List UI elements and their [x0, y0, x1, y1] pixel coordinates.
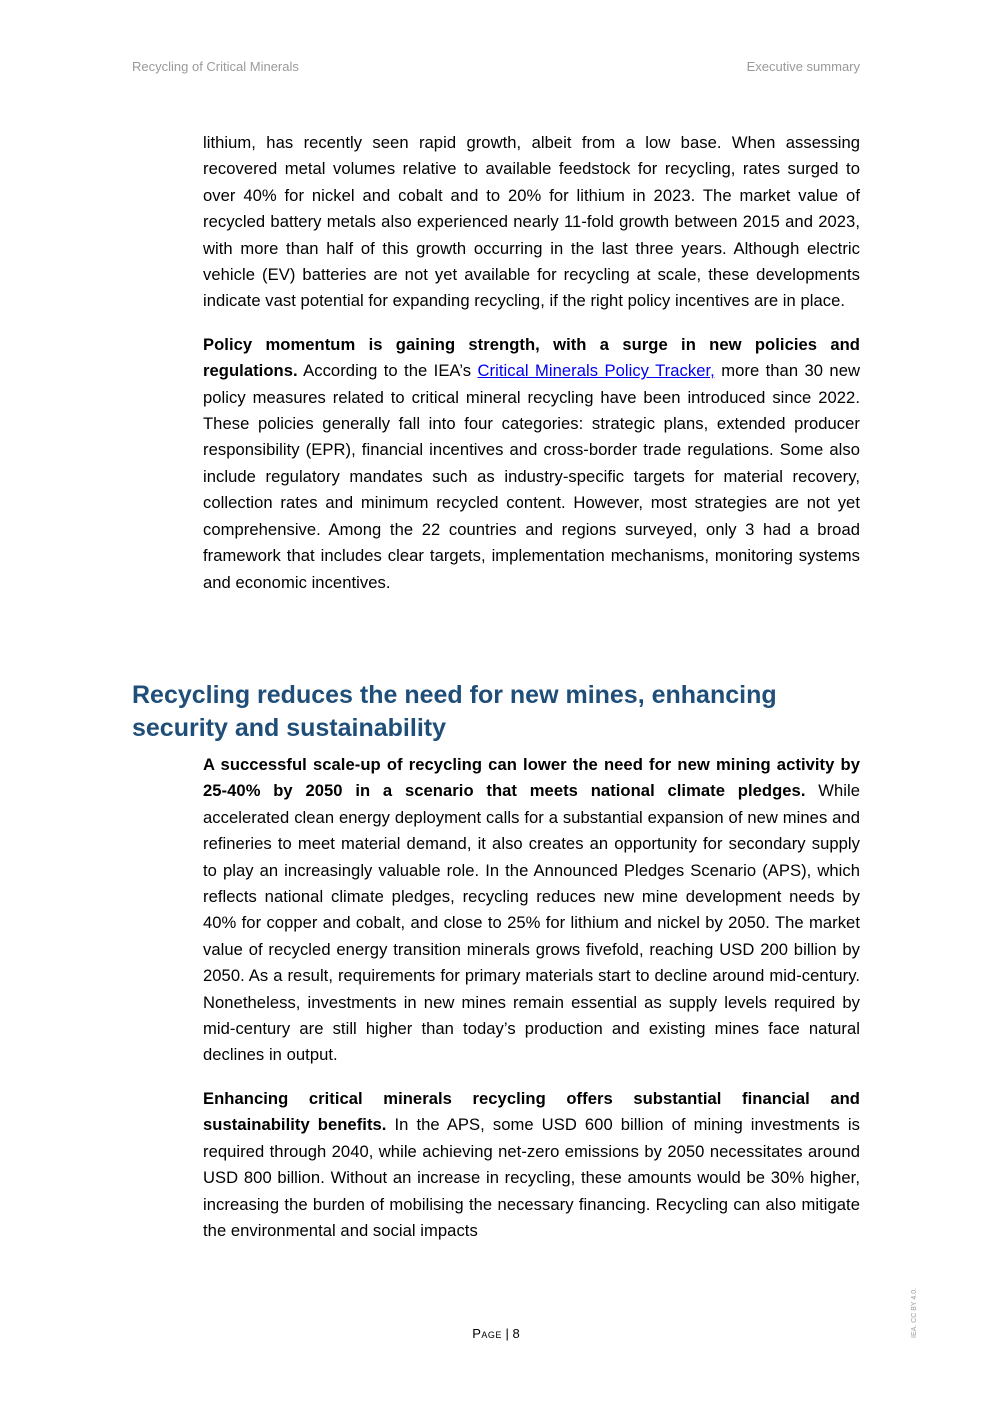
- paragraph-text: more than 30 new policy measures related to critical mineral recycling have been introduced since 2022. These policies generally fall into four categories: strategic plans, extended producer responsibility (EPR), financial incentives and cross-border trade regulations. Some also include regulatory mandates such as industry-specific targets for material recovery, collection rates and minimum recycled content. However, most strategies are not yet comprehensive. Among the 22 countries and regions surveyed, only 3 had a broad framework that includes clear targets, implementation mechanisms, monitoring systems and economic incentives.: [203, 361, 861, 592]
- section-mines: [203, 752, 860, 1244]
- policy-tracker-link[interactable]: Critical Minerals Policy Tracker,: [477, 361, 715, 381]
- paragraph-policy-momentum: [203, 332, 860, 596]
- paragraph-text: In the APS, some USD 600 billion of mining investments is required through 2040, while achieving net-zero emissions by 2050 necessitates around USD 800 billion. Without an increase in recycling, these amounts would be 30% higher, increasing the burden of mobilising the necessary financing. Recycling can also mitigate the environmental and social impacts: [203, 1115, 860, 1240]
- paragraph-scale-up: [203, 752, 860, 1069]
- paragraph-text: While accelerated clean energy deployment calls for a substantial expansion of new mines and refineries to meet material demand, it also creates an opportunity for secondary supply to play an increasingly valuable role. In the Announced Pledges Scenario (APS), which reflects national climate pledges, recycling reduces new mine development needs by 40% for copper and cobalt, and close to 25% for lithium and nickel by 2050. The market value of recycled energy transition minerals grows fivefold, reaching USD 200 billion by 2050. As a result, requirements for primary materials start to decline around mid-century. Nonetheless, investments in new mines remain essential as supply levels required by mid-century are still higher than today’s production and existing mines face natural declines in output.: [203, 781, 860, 1065]
- page-number: 8: [512, 1326, 520, 1341]
- paragraph-text: According to the IEA’s: [297, 361, 478, 381]
- section-heading: Recycling reduces the need for new mines, enhancing security and sustainability: [132, 681, 777, 742]
- running-header-section: Executive summary: [746, 59, 860, 74]
- page-label: Page: [472, 1326, 502, 1341]
- running-header-title: Recycling of Critical Minerals: [132, 59, 299, 74]
- paragraph-lead-bold: A successful scale-up of recycling can lower the need for new mining activity by 25-40% by 2050 in a scenario that meets national climate pledges.: [203, 755, 860, 801]
- page-separator: |: [501, 1326, 513, 1341]
- license-note: IEA. CC BY 4.0.: [911, 1287, 918, 1338]
- paragraph-recycling-growth: lithium, has recently seen rapid growth, albeit from a low base. When assessing recovered metal volumes relative to available feedstock for recycling, rates surged to over 40% for nickel and cobalt and to 20% for lithium in 2023. The market value of recycled battery metals also experienced nearly 11-fold growth between 2015 and 2023, with more than half of this growth occurring in the last three years. Although electric vehicle (EV) batteries are not yet available for recycling at scale, these developments indicate vast potential for expanding recycling, if the right policy incentives are in place.: [203, 133, 860, 311]
- paragraph-lead-bold: Enhancing critical minerals recycling offers substantial financial and sustainability benefits.: [203, 1088, 860, 1135]
- paragraph-lead-bold: Policy momentum is gaining strength, with a surge in new policies and regulations.: [203, 334, 860, 381]
- page-footer: [0, 1326, 992, 1341]
- paragraph-financial-benefits: [203, 1086, 860, 1244]
- section-intro: [203, 130, 860, 596]
